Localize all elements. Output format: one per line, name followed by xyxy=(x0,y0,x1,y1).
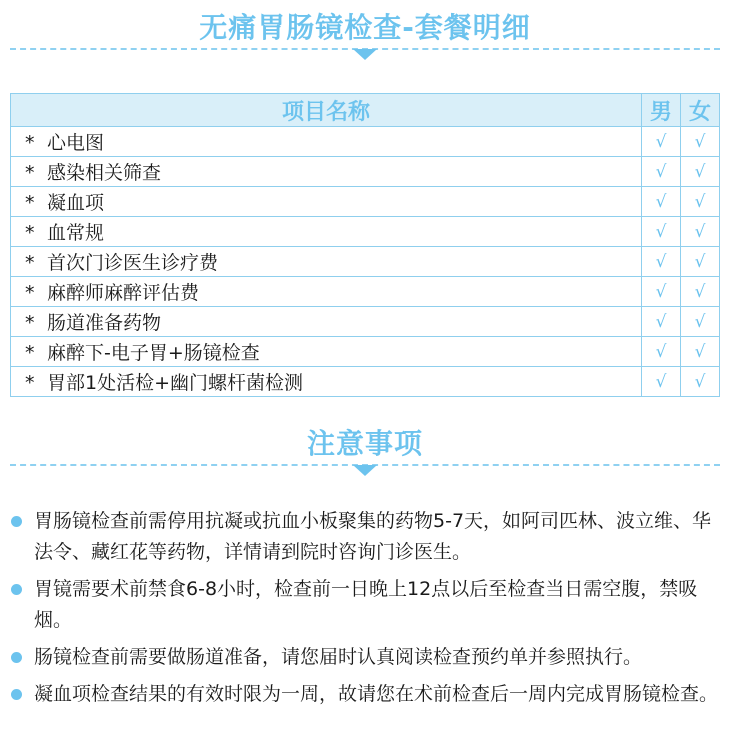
male-check-cell: √ xyxy=(642,307,681,337)
table-header-row xyxy=(11,94,720,127)
item-name: 肠道准备药物 xyxy=(47,312,162,334)
male-check-cell: √ xyxy=(642,247,681,277)
asterisk-bullet: * xyxy=(25,312,35,334)
male-check-cell: √ xyxy=(642,157,681,187)
item-name-cell xyxy=(11,367,642,397)
note-item xyxy=(10,574,720,636)
note-item xyxy=(10,642,720,673)
female-check-cell: √ xyxy=(681,277,720,307)
male-check-cell: √ xyxy=(642,127,681,157)
table-row xyxy=(11,277,720,307)
column-header-name: 项目名称 xyxy=(11,94,642,127)
column-header-male: 男 xyxy=(642,94,681,127)
asterisk-bullet: * xyxy=(25,252,35,274)
item-name-cell xyxy=(11,337,642,367)
asterisk-bullet: * xyxy=(25,132,35,154)
item-name: 胃部1处活检+幽门螺杆菌检测 xyxy=(47,372,304,394)
item-name-cell xyxy=(11,187,642,217)
table-row xyxy=(11,247,720,277)
male-check-cell: √ xyxy=(642,217,681,247)
item-name: 血常规 xyxy=(47,222,105,244)
column-header-female: 女 xyxy=(681,94,720,127)
item-name-cell xyxy=(11,307,642,337)
female-check-cell: √ xyxy=(681,127,720,157)
female-check-cell: √ xyxy=(681,307,720,337)
item-name: 感染相关筛查 xyxy=(47,162,162,184)
table-row xyxy=(11,307,720,337)
asterisk-bullet: * xyxy=(25,372,35,394)
female-check-cell: √ xyxy=(681,217,720,247)
note-item xyxy=(10,679,720,710)
note-text: 肠镜检查前需要做肠道准备，请您届时认真阅读检查预约单并参照执行。 xyxy=(34,646,643,668)
asterisk-bullet: * xyxy=(25,162,35,184)
item-name: 凝血项 xyxy=(47,192,105,214)
item-name: 首次门诊医生诊疗费 xyxy=(47,252,219,274)
item-name: 麻醉师麻醉评估费 xyxy=(47,282,200,304)
item-name-cell xyxy=(11,277,642,307)
table-row xyxy=(11,217,720,247)
notes-title: 注意事项 xyxy=(306,427,423,460)
down-arrow-icon xyxy=(353,465,377,476)
asterisk-bullet: * xyxy=(25,282,35,304)
bullet-dot-icon xyxy=(11,689,22,700)
item-name: 心电图 xyxy=(47,132,105,154)
female-check-cell: √ xyxy=(681,247,720,277)
table-row xyxy=(11,337,720,367)
male-check-cell: √ xyxy=(642,187,681,217)
note-text: 胃肠镜检查前需停用抗凝或抗血小板聚集的药物5-7天，如阿司匹林、波立维、华法令、藏红花等药物，详情请到院时咨询门诊医生。 xyxy=(34,510,712,563)
table-row xyxy=(11,157,720,187)
female-check-cell: √ xyxy=(681,187,720,217)
asterisk-bullet: * xyxy=(25,342,35,364)
item-name-cell xyxy=(11,217,642,247)
note-text: 凝血项检查结果的有效时限为一周，故请您在术前检查后一周内完成胃肠镜检查。 xyxy=(34,683,719,705)
bullet-dot-icon xyxy=(11,584,22,595)
male-check-cell: √ xyxy=(642,367,681,397)
package-items-table xyxy=(10,93,720,397)
item-name-cell xyxy=(11,127,642,157)
table-row xyxy=(11,127,720,157)
table-row xyxy=(11,187,720,217)
item-name-cell xyxy=(11,247,642,277)
page-title: 无痛胃肠镜检查-套餐明细 xyxy=(199,11,531,44)
asterisk-bullet: * xyxy=(25,222,35,244)
down-arrow-icon xyxy=(353,49,377,60)
note-text: 胃镜需要术前禁食6-8小时，检查前一日晚上12点以后至检查当日需空腹，禁吸烟。 xyxy=(34,578,698,631)
table-row xyxy=(11,367,720,397)
bullet-dot-icon xyxy=(11,652,22,663)
female-check-cell: √ xyxy=(681,367,720,397)
item-name: 麻醉下-电子胃+肠镜检查 xyxy=(47,342,260,364)
male-check-cell: √ xyxy=(642,337,681,367)
male-check-cell: √ xyxy=(642,277,681,307)
bullet-dot-icon xyxy=(11,516,22,527)
notes-list xyxy=(10,506,720,716)
note-item xyxy=(10,506,720,568)
female-check-cell: √ xyxy=(681,157,720,187)
item-name-cell xyxy=(11,157,642,187)
female-check-cell: √ xyxy=(681,337,720,367)
asterisk-bullet: * xyxy=(25,192,35,214)
